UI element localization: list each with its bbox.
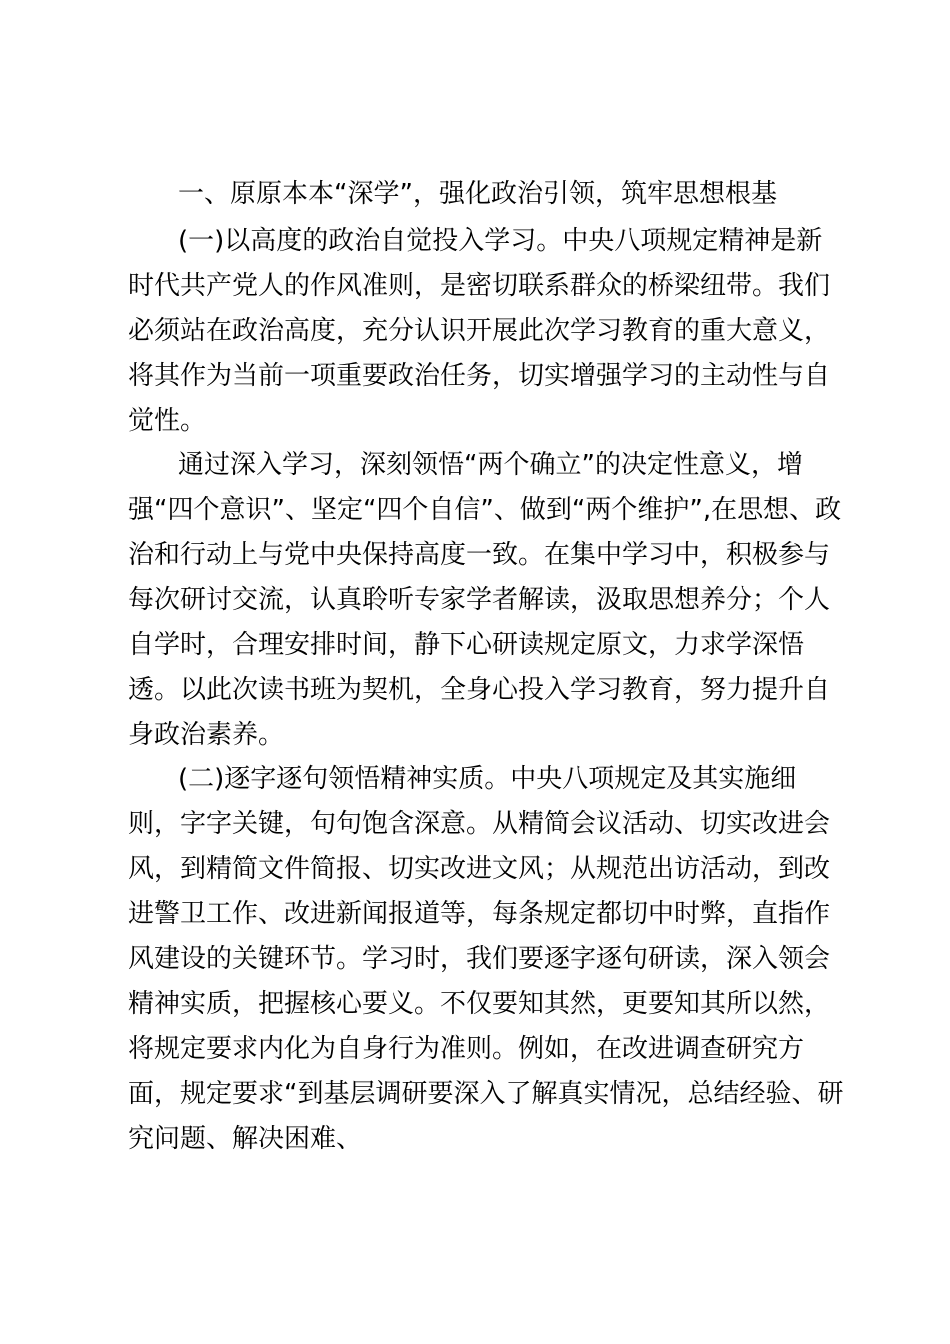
paragraph-1-line-5: 觉性。 xyxy=(128,406,207,436)
paragraph-3-line-1: (二)逐字逐句领悟精神实质。中央八项规定及其实施细 xyxy=(178,764,797,794)
paragraph-2-line-6: 透。以此次读书班为契机，全身心投入学习教育，努力提升自 xyxy=(128,675,831,705)
paragraph-1-line-4: 将其作为当前一项重要政治任务，切实增强学习的主动性与自 xyxy=(128,361,831,391)
section-heading: 一、原原本本“深学”，强化政治引领，筑牢思想根基 xyxy=(178,179,777,209)
paragraph-3-line-4: 进警卫工作、改进新闻报道等，每条规定都切中时弊，直指作 xyxy=(128,899,831,929)
paragraph-3-line-7: 将规定要求内化为自身行为准则。例如，在改进调查研究方 xyxy=(128,1034,805,1064)
paragraph-3-line-2: 则，字字关键，句句饱含深意。从精简会议活动、切实改进会 xyxy=(128,809,831,839)
paragraph-1-line-2: 时代共产党人的作风准则，是密切联系群众的桥梁纽带。我们 xyxy=(128,271,831,301)
paragraph-3-line-9: 究问题、解决困难、 xyxy=(128,1124,363,1154)
paragraph-3-line-5: 风建设的关键环节。学习时，我们要逐字逐句研读，深入领会 xyxy=(128,944,831,974)
paragraph-3-line-3: 风，到精简文件简报、切实改进文风；从规范出访活动，到改 xyxy=(128,854,831,884)
paragraph-1-line-1: (一)以高度的政治自觉投入学习。中央八项规定精神是新 xyxy=(178,226,823,256)
paragraph-3-line-6: 精神实质，把握核心要义。不仅要知其然，更要知其所以然， xyxy=(128,989,831,1019)
paragraph-2-line-4: 每次研讨交流，认真聆听专家学者解读，汲取思想养分；个人 xyxy=(128,585,831,615)
paragraph-2-line-3: 治和行动上与党中央保持高度一致。在集中学习中，积极参与 xyxy=(128,540,831,570)
paragraph-2-line-2: 强“四个意识”、坚定“四个自信”、做到“两个维护”,在思想、政 xyxy=(128,495,842,525)
paragraph-2-line-7: 身政治素养。 xyxy=(128,720,285,750)
paragraph-1-line-3: 必须站在政治高度，充分认识开展此次学习教育的重大意义， xyxy=(128,316,831,346)
paragraph-2-line-5: 自学时，合理安排时间，静下心研读规定原文，力求学深悟 xyxy=(128,630,805,660)
paragraph-2-line-1: 通过深入学习，深刻领悟“两个确立”的决定性意义，增 xyxy=(178,450,803,480)
paragraph-3-line-8: 面，规定要求“到基层调研要深入了解真实情况，总结经验、研 xyxy=(128,1079,844,1109)
